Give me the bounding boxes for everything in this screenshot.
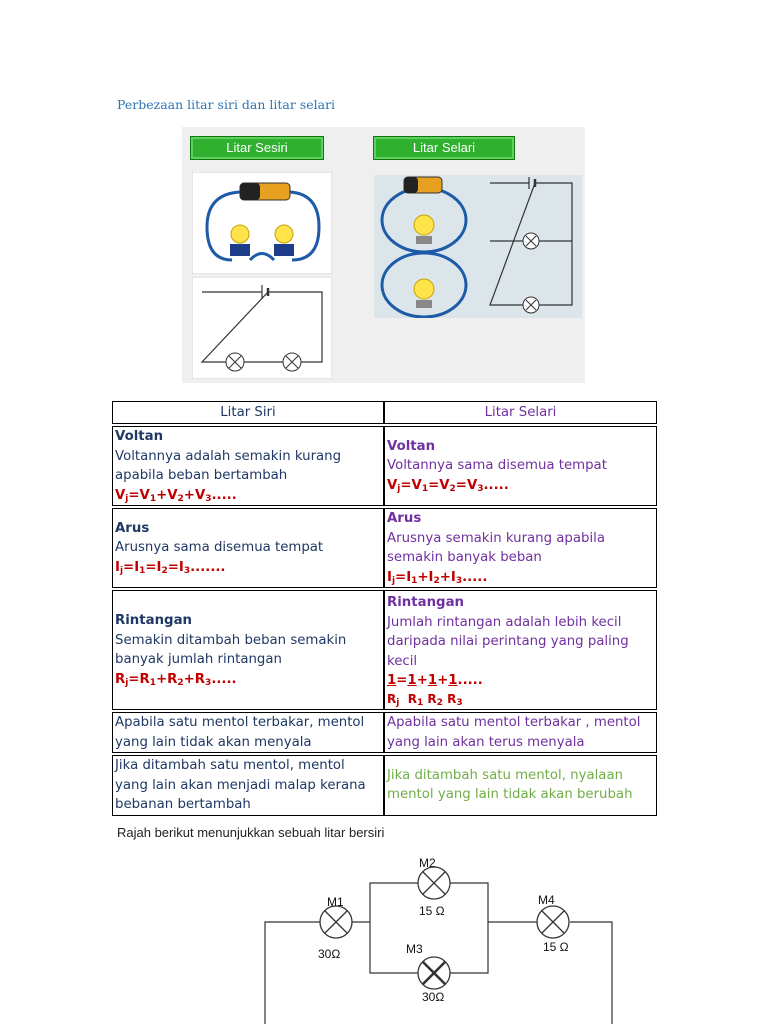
table-row bbox=[112, 508, 657, 588]
header-series: Litar Siri bbox=[112, 401, 384, 424]
cell-text: Voltannya sama disemua tempat bbox=[387, 458, 607, 474]
series-resistance-formula: $R_j=R_1+R_2+R_3$..... bbox=[115, 671, 237, 688]
cell-title: Arus bbox=[115, 520, 150, 536]
parallel-voltage-formula: $V_j=V_1=V_2=V_3$..... bbox=[387, 477, 509, 494]
cell-title: Voltan bbox=[115, 429, 164, 444]
series-current-formula: $I_j=I_1=I_2=I_3$....... bbox=[115, 559, 226, 576]
series-voltage-formula: $V_j=V_1+V_2+V_3$..... bbox=[115, 487, 237, 504]
bulb-resistance: 15 Ω bbox=[419, 904, 445, 918]
series-bulb-fail-cell: Apabila satu mentol terbakar, mentol yang lain tidak akan menyala bbox=[112, 712, 384, 753]
parallel-circuit-photo bbox=[374, 175, 482, 318]
parallel-voltage-cell bbox=[384, 426, 657, 506]
series-add-bulb-cell: Jika ditambah satu mentol, mentol yang lain akan menjadi malap kerana bebanan bertambah bbox=[112, 755, 384, 816]
series-current-cell bbox=[112, 508, 384, 588]
series-circuit-schematic bbox=[192, 277, 332, 379]
comparison-table bbox=[112, 399, 657, 818]
header-parallel: Litar Selari bbox=[384, 401, 657, 424]
bulb-label: M1 bbox=[327, 895, 344, 909]
parallel-resistance-cell bbox=[384, 590, 657, 710]
parallel-circuit-schematic bbox=[482, 175, 582, 318]
table-row bbox=[112, 755, 657, 816]
cell-title: Rintangan bbox=[115, 613, 193, 628]
bulb-resistance: 30Ω bbox=[422, 990, 445, 1004]
parallel-add-bulb-cell: Jika ditambah satu mentol, nyalaan mentol yang lain tidak akan berubah bbox=[384, 755, 657, 816]
parallel-current-formula: $I_j=I_1+I_2+I_3$..... bbox=[387, 569, 488, 586]
bulb-label: M2 bbox=[419, 856, 436, 870]
table-row bbox=[112, 426, 657, 506]
circuit-diagram bbox=[250, 850, 630, 1024]
parallel-resistance-formula: 1=1+1+1..... bbox=[387, 673, 483, 689]
bulb-label: M4 bbox=[538, 893, 555, 907]
parallel-circuit-button: Litar Selari bbox=[373, 136, 515, 160]
table-header-row bbox=[112, 401, 657, 424]
series-resistance-cell bbox=[112, 590, 384, 710]
cell-text: Semakin ditambah beban semakin banyak jumlah rintangan bbox=[115, 632, 347, 667]
table-row bbox=[112, 712, 657, 753]
question-text: Rajah berikut menunjukkan sebuah litar bersiri bbox=[117, 825, 385, 840]
page-title: Perbezaan litar siri dan litar selari bbox=[117, 97, 336, 112]
circuit-illustration bbox=[182, 127, 585, 383]
parallel-current-cell bbox=[384, 508, 657, 588]
cell-text: Voltannya adalah semakin kurang apabila beban bertambah bbox=[115, 448, 342, 483]
bulb-label: M3 bbox=[406, 942, 423, 956]
series-circuit-photo bbox=[192, 172, 332, 274]
cell-text: Arusnya semakin kurang apabila semakin banyak beban bbox=[387, 530, 605, 565]
bulb-resistance: 30Ω bbox=[318, 947, 341, 961]
series-circuit-button: Litar Sesiri bbox=[190, 136, 324, 160]
cell-title: Rintangan bbox=[387, 595, 465, 611]
parallel-resistance-denominators: $R_j$ $R_1$ $R_2$ $R_3$ bbox=[387, 691, 463, 708]
cell-text: Jumlah rintangan adalah lebih kecil daripada nilai perintang yang paling kecil bbox=[387, 614, 629, 669]
bulb-resistance: 15 Ω bbox=[543, 940, 569, 954]
series-voltage-cell bbox=[112, 426, 384, 506]
parallel-bulb-fail-cell: Apabila satu mentol terbakar , mentol yang lain akan terus menyala bbox=[384, 712, 657, 753]
cell-title: Voltan bbox=[387, 438, 436, 454]
table-row bbox=[112, 590, 657, 710]
cell-text: Arusnya sama disemua tempat bbox=[115, 540, 324, 556]
bulb-m4 bbox=[537, 893, 569, 954]
cell-title: Arus bbox=[387, 511, 422, 526]
bulb-m1 bbox=[318, 895, 352, 961]
bulb-m2 bbox=[418, 856, 450, 918]
